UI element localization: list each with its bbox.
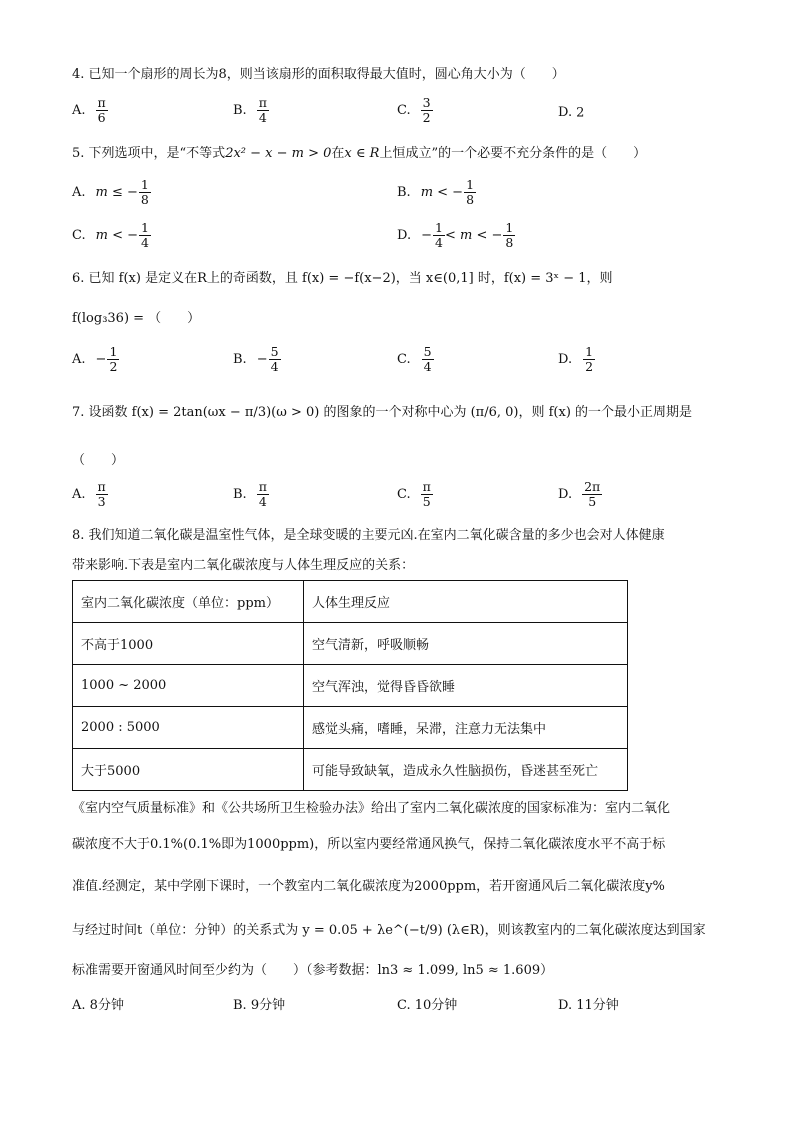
q8-para-line5: 标准需要开窗通风时间至少约为（ ）（参考数据：ln3 ≈ 1.099, ln5 ≈ 1.609）	[72, 963, 554, 978]
fraction: $\frac{5}{4}$	[270, 344, 279, 374]
fraction: $\frac{\pi}{5}$	[422, 479, 431, 509]
table-cell: 空气浑浊，觉得昏昏欲睡	[304, 665, 628, 707]
q5-option-a[interactable]: A. m ≤ − $\frac{1}{8}$	[72, 177, 149, 207]
table-cell: 2000 : 5000	[73, 707, 304, 749]
q6-option-d[interactable]: D. $\frac{1}{2}$	[558, 344, 594, 374]
fraction: $\frac{\pi}{6}$	[97, 95, 106, 125]
table-row	[73, 665, 628, 707]
fraction: $\frac{1}{8}$	[466, 177, 475, 207]
q8-option-b[interactable]: B. 9分钟	[233, 998, 286, 1013]
table-cell: 可能导致缺氧，造成永久性脑损伤，昏迷甚至死亡	[304, 749, 628, 791]
table-cell: 感觉头痛，嗜睡，呆滞，注意力无法集中	[304, 707, 628, 749]
q5-option-d[interactable]: D. − $\frac{1}{4}$ < m < − $\frac{1}{8}$	[397, 220, 514, 250]
q7-option-d[interactable]: D. $\frac{2\pi}{5}$	[558, 479, 601, 509]
q4-stem: 4. 已知一个扇形的周长为8，则当该扇形的面积取得最大值时，圆心角大小为（ ）	[72, 67, 565, 82]
q7-stem-line1: 7. 设函数 f(x) = 2tan(ωx − π/3)(ω > 0) 的图象的一个对称中心为 (π/6, 0)，则 f(x) 的一个最小正周期是	[72, 405, 693, 420]
q5-stem: 5. 下列选项中，是“不等式2x² − x − m > 0在x ∈ R上恒成立”的一个必要不充分条件的是（ ）	[72, 146, 647, 161]
fraction: $\frac{1}{8}$	[505, 220, 514, 250]
fraction: $\frac{1}{2}$	[585, 344, 594, 374]
q4-option-c[interactable]: C. $\frac{3}{2}$	[397, 95, 431, 125]
fraction: $\frac{1}{2}$	[109, 344, 118, 374]
table-cell: 空气清新，呼吸顺畅	[304, 623, 628, 665]
fraction: $\frac{\pi}{3}$	[97, 479, 106, 509]
co2-table	[72, 580, 628, 791]
q8-option-a[interactable]: A. 8分钟	[72, 998, 124, 1013]
q6-option-a[interactable]: A. − $\frac{1}{2}$	[72, 344, 118, 374]
q8-stem-line1: 8. 我们知道二氧化碳是温室性气体，是全球变暖的主要元凶.在室内二氧化碳含量的多少也会对人体健康	[72, 528, 665, 543]
fraction: $\frac{1}{4}$	[435, 220, 443, 250]
q6-option-b[interactable]: B. − $\frac{5}{4}$	[233, 344, 279, 374]
q5-option-c[interactable]: C. m < − $\frac{1}{4}$	[72, 220, 149, 250]
table-cell: 1000 ~ 2000	[73, 665, 304, 707]
table-header: 人体生理反应	[304, 581, 628, 623]
q8-option-d[interactable]: D. 11分钟	[558, 998, 619, 1013]
table-row	[73, 623, 628, 665]
q4-option-b[interactable]: B. $\frac{\pi}{4}$	[233, 95, 267, 125]
q6-stem-line2: f(log₃36) = （ ）	[72, 311, 201, 326]
q5-option-b[interactable]: B. m < − $\frac{1}{8}$	[397, 177, 475, 207]
fraction: $\frac{2\pi}{5}$	[584, 479, 601, 509]
q7-option-a[interactable]: A. $\frac{\pi}{3}$	[72, 479, 106, 509]
q6-stem-line1: 6. 已知 f(x) 是定义在R上的奇函数，且 f(x) = −f(x−2)，当 x∈(0,1] 时，f(x) = 3ˣ − 1，则	[72, 271, 613, 286]
q8-para-line2: 碳浓度不大于0.1%(0.1%即为1000ppm)，所以室内要经常通风换气，保持二氧化碳浓度水平不高于标	[72, 837, 666, 852]
q7-stem-line2: （ ）	[72, 453, 125, 468]
fraction: $\frac{1}{8}$	[140, 177, 149, 207]
fraction: $\frac{\pi}{4}$	[258, 479, 267, 509]
table-row	[73, 707, 628, 749]
table-row	[73, 749, 628, 791]
q7-option-b[interactable]: B. $\frac{\pi}{4}$	[233, 479, 267, 509]
table-header: 室内二氧化碳浓度（单位：ppm）	[73, 581, 304, 623]
fraction: $\frac{3}{2}$	[422, 95, 431, 125]
fraction: $\frac{5}{4}$	[423, 344, 432, 374]
table-cell: 大于5000	[73, 749, 304, 791]
table-header-row	[73, 581, 628, 623]
q4-option-d[interactable]: D. 2	[558, 105, 585, 121]
table-cell: 不高于1000	[73, 623, 304, 665]
fraction: $\frac{\pi}{4}$	[258, 95, 267, 125]
q8-para-line3: 准值.经测定，某中学刚下课时，一个教室内二氧化碳浓度为2000ppm，若开窗通风后二氧化碳浓度y%	[72, 879, 665, 894]
q8-para-line4: 与经过时间t（单位：分钟）的关系式为 y = 0.05 + λe^(−t/9) (λ∈R)，则该教室内的二氧化碳浓度达到国家	[72, 923, 706, 938]
q4-option-a[interactable]: A. $\frac{\pi}{6}$	[72, 95, 106, 125]
q6-option-c[interactable]: C. $\frac{5}{4}$	[397, 344, 432, 374]
q8-para-line1: 《室内空气质量标准》和《公共场所卫生检验办法》给出了室内二氧化碳浓度的国家标准为：室内二氧化	[72, 801, 671, 816]
q8-stem-line2: 带来影响.下表是室内二氧化碳浓度与人体生理反应的关系：	[72, 558, 415, 573]
q8-option-c[interactable]: C. 10分钟	[397, 998, 458, 1013]
fraction: $\frac{1}{4}$	[141, 220, 149, 250]
q7-option-c[interactable]: C. $\frac{\pi}{5}$	[397, 479, 431, 509]
